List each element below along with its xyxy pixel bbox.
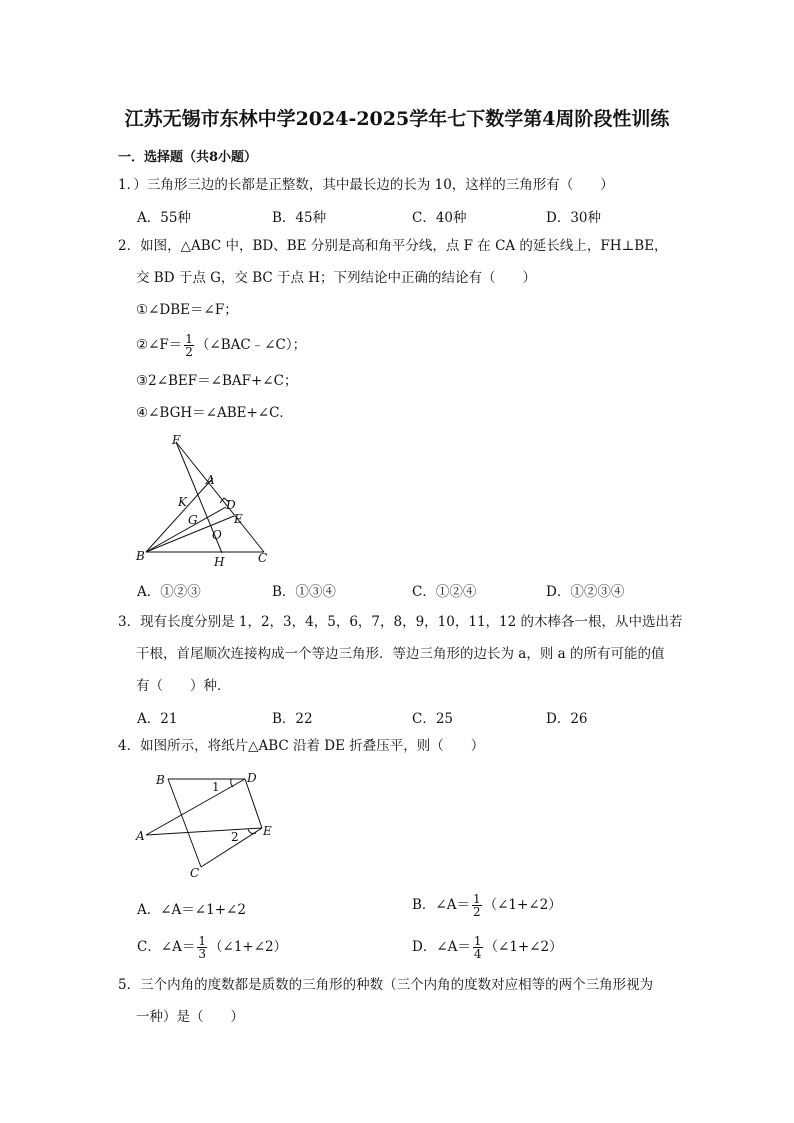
q2-statement-3: ③2∠BEF＝∠BAF+∠C； (136, 373, 298, 389)
label-a: A (206, 473, 215, 487)
question-3-stem-line3: 有（ ）种． (136, 678, 231, 694)
label-g: G (188, 513, 198, 527)
q3-option-a[interactable]: A．21 (137, 711, 178, 727)
fraction-one-half: $\frac{1}{2}$ (185, 332, 193, 359)
segment-ad (146, 779, 245, 835)
label-a: A (136, 829, 145, 843)
label-h: H (214, 555, 225, 569)
q2-option-c[interactable]: C．①②④ (412, 584, 477, 600)
label-f: F (172, 433, 181, 447)
q1-option-d[interactable]: D．30种 (546, 210, 602, 226)
q1-option-c[interactable]: C．40种 (412, 210, 467, 226)
label-b: B (136, 549, 145, 563)
q2-statement-4: ④∠BGH＝∠ABE+∠C． (136, 405, 293, 421)
section-heading: 一．选择题（共8小题） (118, 150, 258, 165)
q2-option-d[interactable]: D．①②③④ (546, 584, 625, 600)
q3-option-c[interactable]: C．25 (412, 711, 454, 727)
label-d: D (247, 771, 257, 785)
label-c: C (190, 866, 200, 880)
q4-option-b[interactable]: B．∠A＝ $\frac{1}{2}$ （∠1+∠2） (412, 892, 562, 919)
label-angle-2: 2 (231, 830, 239, 844)
angle-2-mark (248, 829, 256, 834)
q2-statement-2 (136, 333, 306, 358)
q2-option-a[interactable]: A．①②③ (137, 584, 201, 600)
q2-statement-1: ①∠DBE＝∠F； (136, 302, 238, 318)
q2-option-b[interactable]: B．①③④ (272, 584, 336, 600)
fraction-one-half: $\frac{1}{2}$ (472, 892, 481, 919)
triangle-figure-1 (130, 430, 290, 572)
label-c: C (258, 551, 268, 565)
q1-option-a[interactable]: A．55种 (137, 210, 191, 226)
question-2-stem-line1: 2．如图，△ABC 中，BD、BE 分别是高和角平分线，点 F 在 CA 的延长线上，FH⊥BE， (118, 238, 668, 254)
label-e: E (234, 512, 243, 526)
label-o: O (212, 528, 222, 542)
q3-option-b[interactable]: B．22 (272, 711, 313, 727)
segment-ae (146, 828, 262, 835)
question-5-stem-line1: 5．三个内角的度数都是质数的三角形的种数（三个内角的度数对应相等的两个三角形视为 (118, 977, 654, 993)
label-k: K (178, 495, 187, 509)
q4-option-c[interactable]: C．∠A＝ $\frac{1}{3}$ （∠1+∠2） (137, 934, 288, 961)
q2-statement-2-tail: （∠BAC﹣∠C）； (195, 337, 307, 353)
label-b: B (156, 773, 165, 787)
question-1-stem: 1．）三角形三边的长都是正整数，其中最长边的长为 10，这样的三角形有（ ） (118, 177, 614, 193)
page-title: 江苏无锡市东林中学2024-2025学年七下数学第4周阶段性训练 (124, 108, 670, 130)
segment-bc (168, 779, 201, 867)
q4-option-d[interactable]: D．∠A＝ $\frac{1}{4}$ （∠1+∠2） (412, 934, 563, 961)
question-5-stem-line2: 一种）是（ ） (136, 1009, 244, 1025)
question-4-stem: 4．如图所示，将纸片△ABC 沿着 DE 折叠压平，则（ ） (118, 738, 485, 754)
label-e: E (263, 824, 272, 838)
label-angle-1: 1 (212, 780, 220, 794)
fold-figure-2 (130, 765, 280, 880)
question-2-stem-line2: 交 BD 于点 G，交 BC 于点 H；下列结论中正确的结论有（ ） (136, 270, 537, 286)
fraction-one-quarter: $\frac{1}{4}$ (473, 934, 482, 961)
label-d: D (226, 498, 236, 512)
question-3-stem-line2: 干根，首尾顺次连接构成一个等边三角形．等边三角形的边长为 a，则 a 的所有可能的值 (136, 646, 665, 662)
segment-ba (146, 478, 213, 552)
q1-option-b[interactable]: B．45种 (272, 210, 327, 226)
q3-option-d[interactable]: D．26 (546, 711, 588, 727)
q4-option-a[interactable]: A．∠A＝∠1+∠2 (137, 902, 246, 918)
segment-de (245, 779, 262, 828)
question-3-stem-line1: 3．现有长度分别是 1，2，3，4，5，6，7，8，9，10，11，12 的木棒各一根，从中选出若 (118, 614, 683, 630)
fraction-one-third: $\frac{1}{3}$ (198, 934, 207, 961)
q2-statement-2-lead: ②∠F＝ (136, 337, 183, 353)
